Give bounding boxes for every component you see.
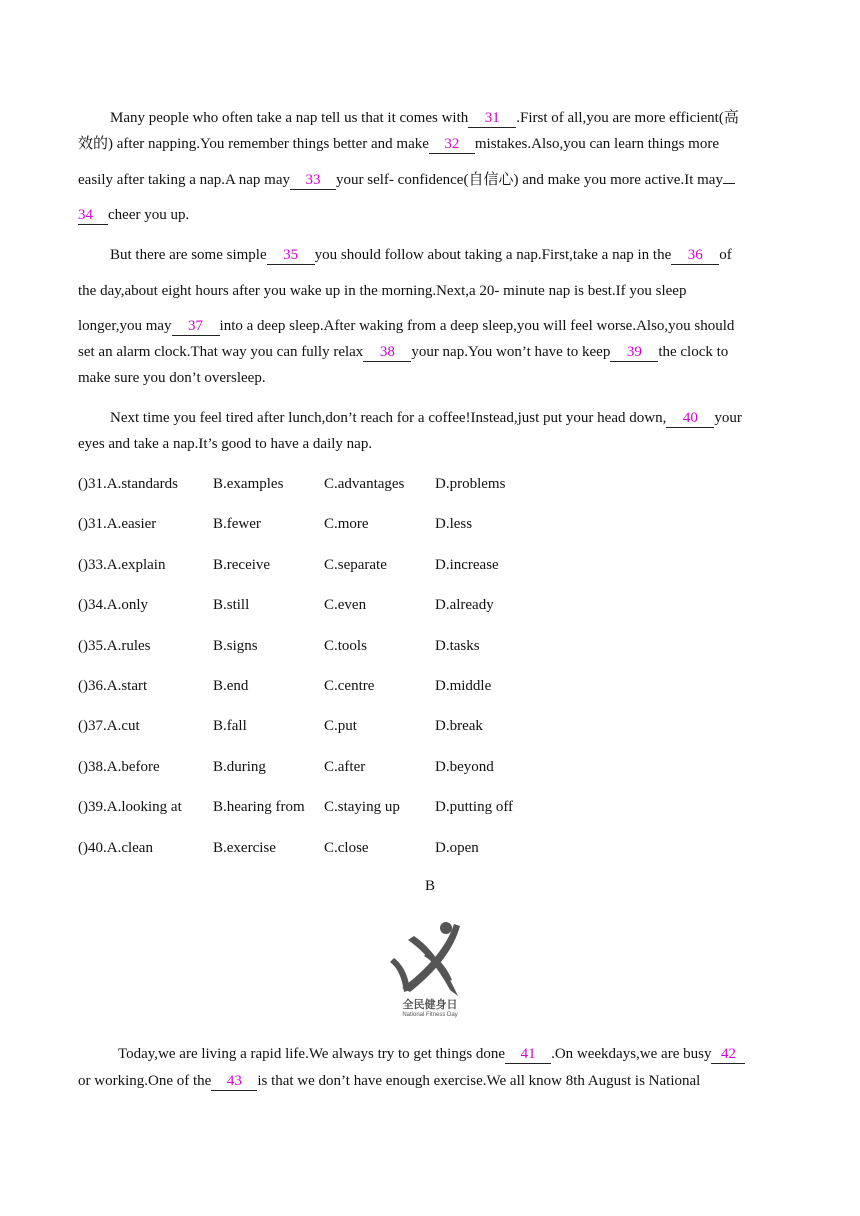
option-c: C.separate: [324, 557, 387, 573]
question-number: ()36.A.start: [78, 678, 148, 694]
option-c: C.more: [324, 516, 369, 532]
logo-english-text: National Fitness Day: [402, 1012, 458, 1018]
p1-line-3: [78, 170, 735, 190]
text: mistakes.Also,you can learn things more: [474, 136, 720, 152]
option-b: B.examples: [213, 476, 284, 492]
text: into a deep sleep.After waking from a deep sleep,you will feel worse.Also,you should: [219, 318, 735, 334]
option-d: D.tasks: [435, 638, 480, 654]
option-c: C.centre: [324, 678, 375, 694]
text: your: [714, 410, 742, 426]
question-number: ()31.A.standards: [78, 476, 178, 492]
option-d: D.middle: [435, 678, 492, 694]
option-d: D.increase: [435, 557, 499, 573]
text: Today,we are living a rapid life.We always try to get things done: [118, 1046, 506, 1062]
text: Next time you feel tired after lunch,don’t reach for a coffee!Instead,just put your head down,: [110, 410, 667, 426]
text: of: [719, 247, 732, 263]
option-d: D.beyond: [435, 759, 494, 775]
text: the day,about eight hours after you wake up in the morning.Next,a 20- minute nap is best.If you sleep: [78, 283, 687, 299]
blank-34: 34: [78, 207, 108, 225]
text: .On weekdays,we are busy: [551, 1046, 712, 1062]
national-fitness-day-logo: [388, 918, 472, 1028]
option-d: D.already: [435, 597, 494, 613]
question-number: ()34.A.only: [78, 597, 148, 613]
option-d: D.putting off: [435, 799, 514, 815]
option-c: C.even: [324, 597, 367, 613]
question-number: ()31.A.easier: [78, 516, 157, 532]
question-number: ()37.A.cut: [78, 718, 140, 734]
text: is that we don’t have enough exercise.We all know 8th August is National: [257, 1073, 701, 1089]
option-c: C.tools: [324, 638, 367, 654]
question-number: ()35.A.rules: [78, 638, 151, 654]
pb-line-2: [78, 1071, 700, 1091]
option-c: C.staying up: [324, 799, 400, 815]
text: easily after taking a nap.A nap may: [78, 172, 291, 188]
option-c: C.after: [324, 759, 366, 775]
option-c: C.close: [324, 840, 369, 856]
blank-38: 38: [363, 344, 411, 362]
p2-line-5: [78, 368, 266, 388]
text: or working.One of the: [78, 1073, 212, 1089]
blank-31: 31: [468, 110, 516, 128]
question-number: ()33.A.explain: [78, 557, 166, 573]
option-b: B.fall: [213, 718, 247, 734]
p3-line-2: [78, 434, 372, 454]
text: eyes and take a nap.It’s good to have a daily nap.: [78, 436, 373, 452]
p1-line-1: [110, 108, 739, 128]
p2-line-4: [78, 342, 728, 362]
text: make sure you don’t oversleep.: [78, 370, 266, 386]
text: the clock to: [658, 344, 729, 360]
blank-40: 40: [666, 410, 714, 428]
blank-33: 33: [290, 172, 336, 190]
text: longer,you may: [78, 318, 172, 334]
section-heading: B: [424, 878, 435, 894]
option-d: D.problems: [435, 476, 506, 492]
option-b: B.hearing from: [213, 799, 305, 815]
option-d: D.less: [435, 516, 473, 532]
blank-37: 37: [172, 318, 220, 336]
blank-42: 42: [711, 1046, 745, 1064]
blank-41: 41: [505, 1046, 551, 1064]
option-b: B.signs: [213, 638, 258, 654]
question-number: ()39.A.looking at: [78, 799, 182, 815]
text: your nap.You won’t have to keep: [411, 344, 611, 360]
text: Many people who often take a nap tell us that it comes with: [110, 110, 469, 126]
text: 效的) after napping.You remember things better and make: [78, 136, 429, 152]
text: set an alarm clock.That way you can fully relax: [78, 344, 364, 360]
text: .First of all,you are more efficient(高: [516, 110, 739, 126]
option-b: B.still: [213, 597, 250, 613]
blank-43: 43: [211, 1073, 257, 1091]
p1-line-4: [78, 205, 189, 225]
p1-line-2: [78, 134, 719, 154]
blank-36: 36: [671, 247, 719, 265]
text: your self- confidence(自信心) and make you more active.It may: [336, 172, 723, 188]
blank-32: 32: [429, 136, 475, 154]
text: cheer you up.: [108, 207, 190, 223]
p2-line-3: [78, 316, 734, 336]
blank-34-start: [723, 183, 735, 184]
option-c: C.advantages: [324, 476, 405, 492]
p2-line-1: [110, 245, 732, 265]
pb-line-1: [118, 1044, 745, 1064]
question-number: ()40.A.clean: [78, 840, 153, 856]
question-number: ()38.A.before: [78, 759, 160, 775]
p3-line-1: [110, 408, 742, 428]
option-b: B.fewer: [213, 516, 261, 532]
text: you should follow about taking a nap.First,take a nap in the: [314, 247, 672, 263]
logo-chinese-text: 全民健身日: [402, 998, 458, 1011]
option-d: D.break: [435, 718, 483, 734]
option-b: B.exercise: [213, 840, 276, 856]
option-b: B.receive: [213, 557, 271, 573]
option-c: C.put: [324, 718, 357, 734]
blank-39: 39: [610, 344, 658, 362]
option-b: B.during: [213, 759, 266, 775]
p2-line-2: [78, 281, 686, 301]
text: But there are some simple: [110, 247, 267, 263]
blank-35: 35: [267, 247, 315, 265]
option-d: D.open: [435, 840, 479, 856]
option-b: B.end: [213, 678, 249, 694]
